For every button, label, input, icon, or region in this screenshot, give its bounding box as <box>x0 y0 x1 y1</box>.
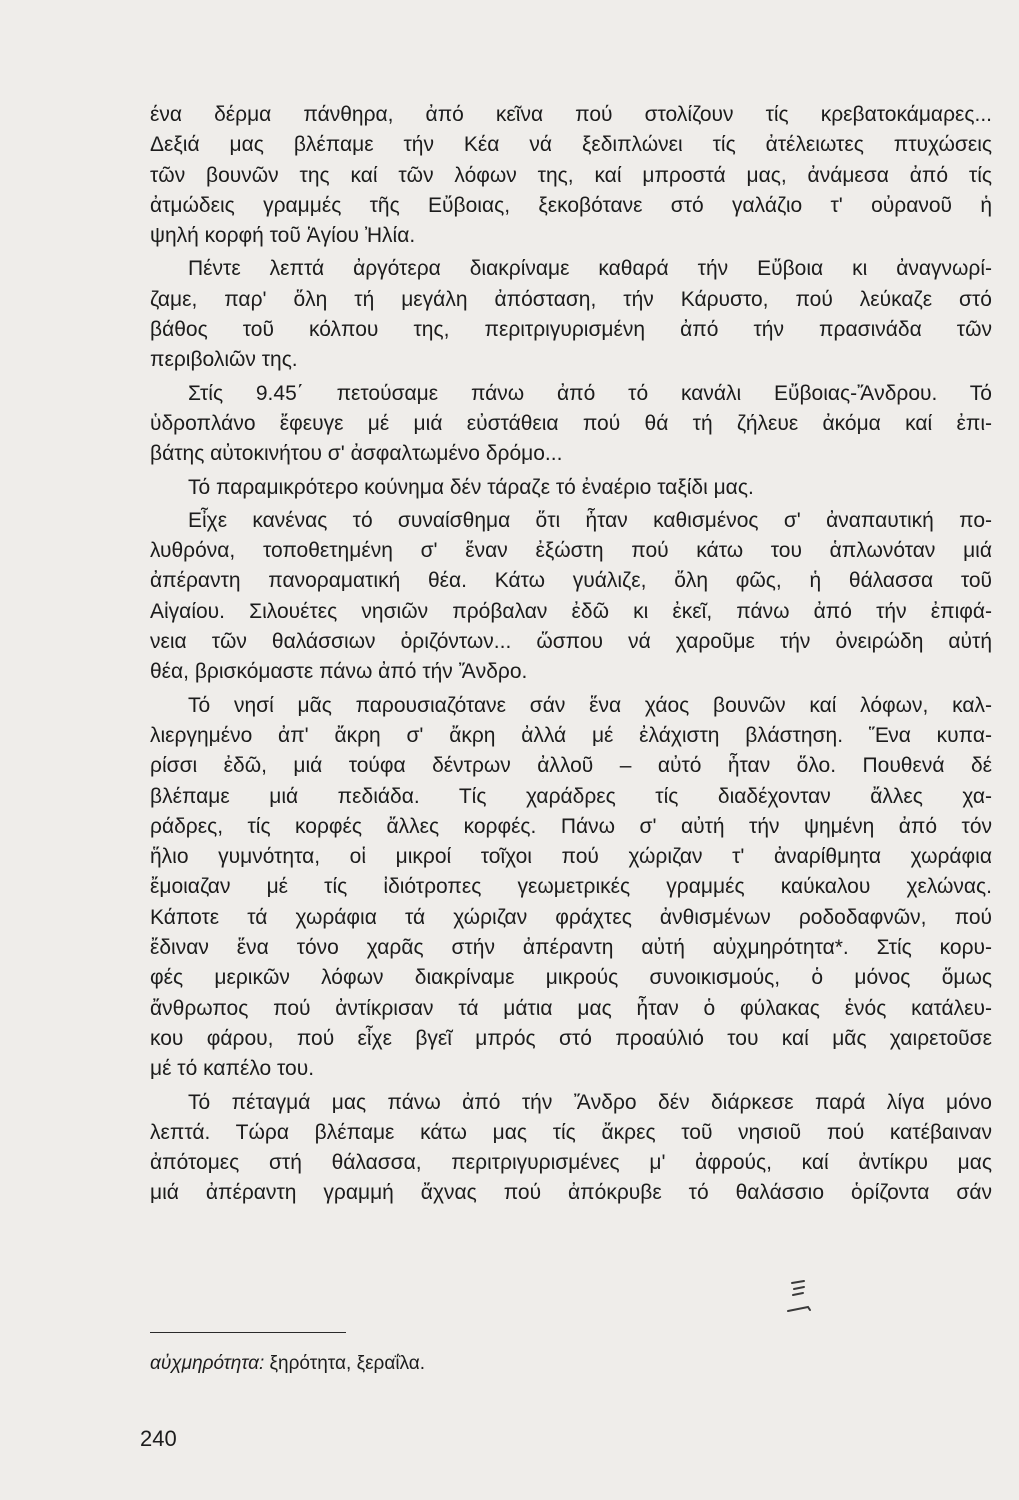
page-number: 240 <box>140 1426 177 1451</box>
text-line: Αἰγαίου. Σιλουέτες νησιῶν πρόβαλαν ἐδῶ κι ἐκεῖ, πάνω ἀπό τήν ἐπιφά- <box>150 599 992 623</box>
text-line: ρίσσι ἐδῶ, μιά τούφα δέντρων ἀλλοῦ – αὐτό ἦταν ὅλο. Πουθενά δέ <box>150 754 992 778</box>
text-line: μέ τό καπέλο του. <box>150 1057 315 1081</box>
text-line: ἀπότομες στή θάλασσα, περιτριγυρισμένες μ' ἀφρούς, καί ἀντίκρυ μας <box>150 1151 992 1175</box>
text-line: ἔμοιαζαν μέ τίς ἰδιότροπες γεωμετρικές γραμμές καύκαλου χελώνας. <box>150 875 992 899</box>
text-line: Τό πέταγμά μας πάνω ἀπό τήν Ἄνδρο δέν διάρκεσε παρά λίγα μόνο <box>188 1090 992 1114</box>
text-line: ζαμε, παρ' ὅλη τή μεγάλη ἀπόσταση, τήν Κάρυστο, πού λεύκαζε στό <box>150 287 992 311</box>
text-line: ἔδιναν ἕνα τόνο χαρᾶς στήν ἀπέραντη αὐτή αὐχμηρότητα*. Στίς κορυ- <box>150 936 992 960</box>
footnote-divider <box>150 1332 346 1333</box>
text-line: ἥλιο γυμνότητα, οἱ μικροί τοῖχοι πού χώριζαν τ' ἀναρίθμητα χωράφια <box>150 845 992 869</box>
text-line: ἀπέραντη πανοραματική θέα. Κάτω γυάλιζε, ὅλη φῶς, ἡ θάλασσα τοῦ <box>150 569 992 593</box>
text-line: Πέντε λεπτά ἀργότερα διακρίναμε καθαρά τήν Εὔβοια κι ἀναγνωρί- <box>188 257 992 281</box>
text-line: βάτης αὐτοκινήτου σ' ἀσφαλτωμένο δρόμο... <box>150 442 563 466</box>
text-line: ἄνθρωπος πού ἀντίκρισαν τά μάτια μας ἦταν ὁ φύλακας ἑνός κατάλευ- <box>150 996 992 1020</box>
text-line: βλέπαμε μιά πεδιάδα. Τίς χαράδρες τίς διαδέχονταν ἄλλες χα- <box>150 784 992 808</box>
text-line: νεια τῶν θαλάσσιων ὁριζόντων... ὥσπου νά χαροῦμε τήν ὀνειρώδη αὐτή <box>150 630 992 654</box>
body-text <box>150 100 992 1209</box>
text-line: θέα, βρισκόμαστε πάνω ἀπό τήν Ἄνδρο. <box>150 660 528 684</box>
footnote <box>150 1353 425 1375</box>
text-line: περιβολιῶν της. <box>150 348 298 372</box>
text-line: Δεξιά μας βλέπαμε τήν Κέα νά ξεδιπλώνει τίς ἀτέλειωτες πτυχώσεις <box>150 133 992 157</box>
text-line: Στίς 9.45΄ πετούσαμε πάνω ἀπό τό κανάλι Εὔβοιας-Ἄνδρου. Τό <box>188 381 992 405</box>
text-line: λυθρόνα, τοποθετημένη σ' ἕναν ἐξώστη πού κάτω του ἁπλωνόταν μιά <box>150 539 992 563</box>
text-line: Τό παραμικρότερο κούνημα δέν τάραζε τό ἐναέριο ταξίδι μας. <box>188 475 754 499</box>
text-line: κου φάρου, πού εἶχε βγεῖ μπρός στό προαύλιό του καί μᾶς χαιρετοῦσε <box>150 1026 992 1050</box>
text-line: ὑδροπλάνο ἔφευγε μέ μιά εὐστάθεια πού θά τή ζήλευε ἀκόμα καί ἐπι- <box>150 411 992 435</box>
text-line: φές μερικῶν λόφων διακρίναμε μικρούς συνοικισμούς, ὁ μόνος ὅμως <box>150 966 992 990</box>
text-line: λιεργημένο ἀπ' ἄκρη σ' ἄκρη ἀλλά μέ ἐλάχιστη βλάστηση. Ἕνα κυπα- <box>150 723 992 747</box>
text-line: μιά ἀπέραντη γραμμή ἄχνας πού ἀπόκρυβε τό θαλάσσιο ὁρίζοντα σάν <box>150 1181 992 1205</box>
text-line: ένα δέρμα πάνθηρα, ἀπό κεῖνα πού στολίζουν τίς κρεβατοκάμαρες... <box>150 103 992 126</box>
footnote-term: αὐχμηρότητα: <box>150 1353 265 1374</box>
text-line: ράδρες, τίς κορφές ἄλλες κορφές. Πάνω σ' αὐτή τήν ψημένη ἀπό τόν <box>150 814 992 838</box>
text-line: λεπτά. Τώρα βλέπαμε κάτω μας τίς ἄκρες τοῦ νησιοῦ πού κατέβαιναν <box>150 1120 992 1144</box>
text-line: ἀτμώδεις γραμμές τῆς Εὔβοιας, ξεκοβότανε στό γαλάζιο τ' οὐρανοῦ ἡ <box>150 193 992 217</box>
footnote-definition: ξηρότητα, ξεραΐλα. <box>264 1353 426 1374</box>
text-line: Εἶχε κανένας τό συναίσθημα ὅτι ἦταν καθισμένος σ' ἀναπαυτική πο- <box>188 508 992 532</box>
text-line: Κάποτε τά χωράφια τά χώριζαν φράχτες ἀνθισμένων ροδοδαφνῶν, πού <box>150 905 992 929</box>
text-line: τῶν βουνῶν της καί τῶν λόφων της, καί μπροστά μας, ἀνάμεσα ἀπό τίς <box>150 163 992 187</box>
text-line: βάθος τοῦ κόλπου της, περιτριγυρισμένη ἀπό τήν πρασινάδα τῶν <box>150 318 992 342</box>
text-line: ψηλή κορφή τοῦ Ἁγίου Ἠλία. <box>150 224 416 248</box>
text-line: Τό νησί μᾶς παρουσιαζότανε σάν ἕνα χάος βουνῶν καί λόφων, καλ- <box>188 693 992 717</box>
pen-mark-icon <box>784 1277 814 1317</box>
